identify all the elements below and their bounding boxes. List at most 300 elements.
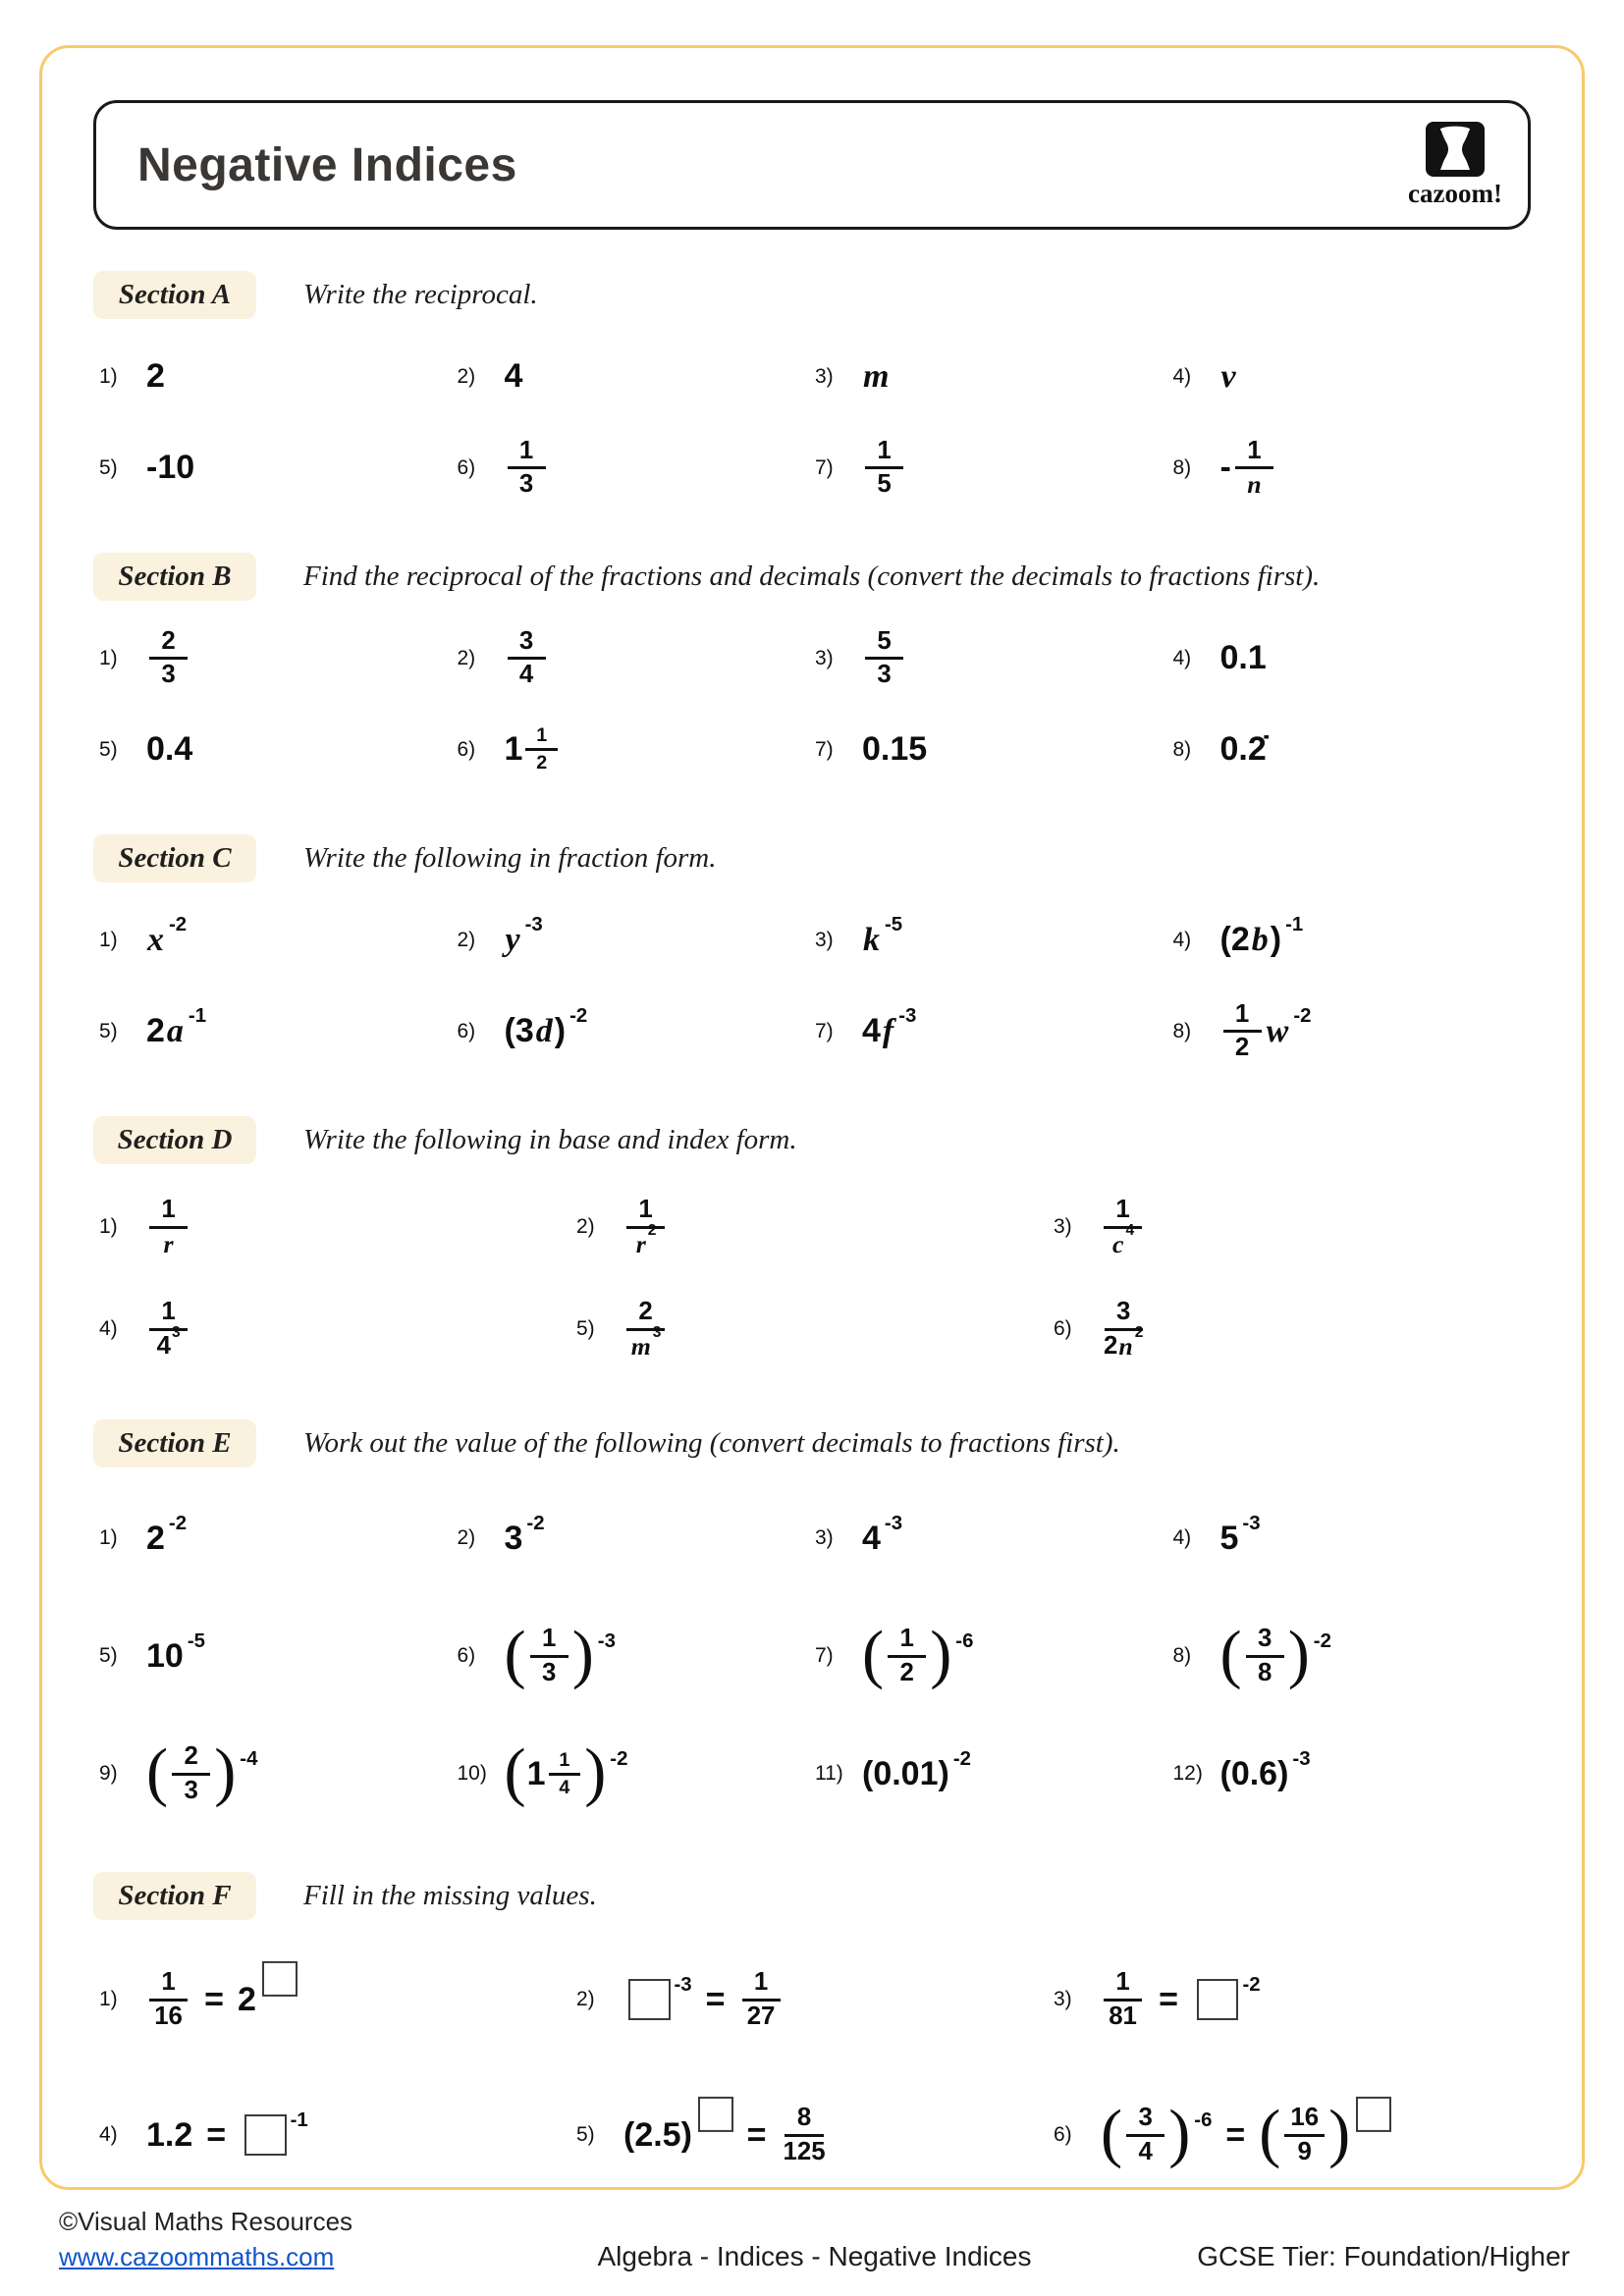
math-text: 3 <box>1138 2104 1153 2132</box>
math-variable: v <box>1220 357 1236 395</box>
question-number: 6) <box>457 455 476 479</box>
math-text: 5 <box>1219 1519 1239 1557</box>
section-E <box>93 1419 1531 1833</box>
question-expression <box>505 628 549 688</box>
page-footer <box>59 2207 1570 2272</box>
question-expression <box>146 1736 258 1809</box>
question-F5 <box>576 2067 1054 2203</box>
math-numerator <box>1223 1001 1262 1033</box>
math-text: (0.01) <box>862 1754 949 1792</box>
math-denominator <box>783 2137 825 2165</box>
question-B1 <box>99 613 458 704</box>
section-instruction: Find the reciprocal of the fractions and decimals (convert the decimals to fractions first). <box>303 561 1321 592</box>
question-expression <box>623 1969 784 2029</box>
math-denominator <box>877 469 891 498</box>
question-expression <box>862 1005 917 1050</box>
question-expression <box>504 1512 545 1558</box>
section-D <box>93 1116 1531 1380</box>
question-B4 <box>1173 613 1532 704</box>
math-denominator <box>163 1229 175 1257</box>
math-exponent: -2 <box>526 1512 545 1534</box>
math-exponent: -3 <box>1292 1747 1311 1770</box>
question-expression <box>146 628 190 688</box>
question-expression <box>862 438 906 498</box>
math-fraction <box>626 1299 665 1359</box>
question-expression <box>1220 730 1267 769</box>
question-F4 <box>99 2067 576 2203</box>
question-A5 <box>99 422 458 513</box>
math-text: 1 <box>1247 436 1262 464</box>
question-number: 3) <box>1054 1215 1072 1238</box>
question-E3 <box>815 1479 1173 1597</box>
math-text: 8 <box>1257 1658 1272 1686</box>
math-fraction <box>1104 1197 1142 1256</box>
question-B6 <box>458 704 816 795</box>
math-denominator <box>1258 1658 1272 1686</box>
math-exponent: -2 <box>1313 1629 1331 1652</box>
question-number: 2) <box>457 646 476 669</box>
math-fraction <box>549 1750 581 1797</box>
copyright-text: ©Visual Maths Resources <box>59 2207 353 2236</box>
math-equals: = <box>705 1980 726 2018</box>
question-number: 9) <box>99 1762 118 1785</box>
math-variable: f <box>882 1012 894 1049</box>
math-text: 3 <box>1116 1298 1131 1326</box>
question-expression <box>1219 1619 1331 1691</box>
math-mixed-number <box>527 1750 584 1797</box>
math-text: 3 <box>518 470 534 498</box>
math-text: 4 <box>862 1012 881 1049</box>
math-text: 0.2̇ <box>1219 730 1267 768</box>
math-numerator <box>1246 1626 1284 1657</box>
math-exponent: -3 <box>1242 1512 1261 1534</box>
question-number: 3) <box>1054 1988 1072 2010</box>
math-denominator <box>877 660 891 688</box>
question-expression <box>146 1005 207 1050</box>
worksheet-content <box>39 45 1585 2242</box>
section-D-header <box>93 1116 1531 1164</box>
math-paren-open-icon: ( <box>504 1736 526 1809</box>
math-whole-number: 1 <box>504 730 523 768</box>
question-E12 <box>1173 1715 1532 1833</box>
math-text: 9 <box>1297 2137 1312 2165</box>
math-fraction <box>172 1743 210 1803</box>
question-expression <box>1220 1001 1312 1061</box>
math-paren-open-icon: ( <box>1101 2098 1123 2170</box>
question-expression <box>146 357 165 396</box>
question-E8 <box>1173 1597 1532 1715</box>
question-B8 <box>1173 704 1532 795</box>
math-exponent: 2 <box>1134 1323 1144 1341</box>
question-D4 <box>99 1278 576 1380</box>
math-paren-open-icon: ( <box>146 1736 169 1809</box>
math-text: 0.1 <box>1219 639 1267 676</box>
question-number: 1) <box>99 364 118 388</box>
math-fraction <box>508 628 546 688</box>
section-C-header <box>93 834 1531 882</box>
math-text: 3 <box>161 661 176 688</box>
question-expression <box>146 449 194 487</box>
math-denominator <box>747 2002 776 2030</box>
question-number: 2) <box>457 364 476 388</box>
section-heading-badge: Section C <box>93 834 256 882</box>
question-B7 <box>815 704 1173 795</box>
question-number: 12) <box>1172 1762 1203 1785</box>
question-A3 <box>815 331 1173 422</box>
math-denominator <box>1246 469 1262 498</box>
math-text: 2 <box>1234 1034 1250 1061</box>
question-number: 5) <box>99 455 118 479</box>
math-numerator <box>1284 2105 1325 2136</box>
question-expression <box>146 730 192 769</box>
math-denominator <box>184 1776 197 1804</box>
math-text: 2 <box>237 1980 256 2018</box>
question-expression <box>862 730 927 769</box>
section-heading-badge: Section A <box>93 271 256 319</box>
math-paren-close-icon: ) <box>1287 1619 1310 1691</box>
question-number: 1) <box>99 1988 118 2010</box>
math-text: 2 <box>146 1012 165 1049</box>
question-number: 7) <box>815 737 834 761</box>
question-number: 7) <box>815 455 834 479</box>
math-exponent: -4 <box>240 1747 258 1770</box>
question-expression <box>1220 639 1267 677</box>
section-B-header <box>93 553 1531 601</box>
math-exponent: -2 <box>1293 1005 1312 1028</box>
math-numerator <box>149 628 188 660</box>
question-number: 10) <box>457 1762 487 1785</box>
question-C3 <box>815 894 1173 986</box>
question-expression <box>1219 1747 1311 1793</box>
question-A2 <box>458 331 816 422</box>
math-text: 3 <box>541 1658 557 1686</box>
math-numerator <box>149 1299 188 1330</box>
math-exponent: -6 <box>955 1629 974 1652</box>
math-fraction <box>1104 1969 1142 2029</box>
question-expression <box>146 1969 298 2029</box>
math-text: 1 <box>518 436 534 464</box>
math-paren-close-icon: ) <box>1328 2098 1351 2170</box>
question-E4 <box>1173 1479 1532 1597</box>
question-number: 5) <box>99 1019 118 1042</box>
math-paren-close-icon: ) <box>214 1736 237 1809</box>
answer-box <box>244 2114 287 2157</box>
question-expression <box>862 1619 974 1691</box>
section-instruction: Write the reciprocal. <box>303 279 538 310</box>
math-exponent: -5 <box>885 914 903 936</box>
math-text: 1 <box>638 1196 653 1224</box>
math-text: 4 <box>1138 2137 1153 2165</box>
worksheet-header <box>93 100 1531 230</box>
math-exponent: -1 <box>290 2109 308 2131</box>
math-text: 4 <box>504 357 523 395</box>
section-heading-badge: Section E <box>93 1419 256 1468</box>
math-paren-open-icon: ( <box>1259 2098 1281 2170</box>
math-text: 5 <box>877 470 892 498</box>
question-expression <box>862 1747 971 1793</box>
math-numerator <box>508 628 546 660</box>
question-A8 <box>1173 422 1532 513</box>
section-C <box>93 834 1531 1077</box>
section-F-header <box>93 1872 1531 1920</box>
question-expression <box>1219 914 1304 959</box>
math-text: 4 <box>518 661 534 688</box>
math-variable: r <box>163 1229 174 1258</box>
math-text: 1 <box>1115 1196 1130 1224</box>
math-fraction <box>530 1626 568 1685</box>
question-expression <box>504 1005 588 1050</box>
question-A4 <box>1173 331 1532 422</box>
question-D3 <box>1054 1176 1531 1278</box>
math-numerator <box>1126 2105 1164 2136</box>
question-number: 6) <box>457 737 476 761</box>
question-expression <box>862 358 890 396</box>
sections-container <box>93 271 1531 2203</box>
math-equals: = <box>204 1980 224 2018</box>
question-number: 4) <box>1172 1526 1192 1549</box>
math-denominator <box>156 1323 181 1360</box>
math-text: 3 <box>184 1776 198 1804</box>
question-C4 <box>1173 894 1532 986</box>
question-expression <box>862 628 906 688</box>
question-B3 <box>815 613 1173 704</box>
math-variable: m <box>630 1331 651 1361</box>
math-denominator <box>519 469 533 498</box>
math-equals: = <box>746 2115 767 2154</box>
footer-tier-text: GCSE Tier: Foundation/Higher <box>1197 2241 1570 2271</box>
question-number: 2) <box>457 1526 476 1549</box>
math-exponent: -3 <box>884 1512 903 1534</box>
math-equals: = <box>206 2115 227 2154</box>
answer-box <box>628 1979 671 2021</box>
math-text: 125 <box>783 2137 826 2165</box>
math-fraction <box>1104 1299 1143 1359</box>
math-exponent: -2 <box>610 1747 628 1770</box>
math-equals: = <box>1225 2115 1246 2154</box>
math-numerator <box>172 1743 210 1775</box>
question-expression <box>1101 2098 1391 2170</box>
section-D-questions <box>99 1176 1531 1380</box>
question-C6 <box>458 986 816 1077</box>
math-mixed-number <box>505 725 562 773</box>
math-numerator <box>549 1750 581 1776</box>
math-text: 4 <box>156 1331 171 1360</box>
section-F <box>93 1872 1531 2203</box>
question-expression <box>862 1512 903 1558</box>
question-expression <box>146 1512 188 1558</box>
math-text: (2 <box>1219 921 1250 958</box>
math-text: (2.5) <box>623 2115 692 2154</box>
math-text: 2 <box>161 626 176 655</box>
question-number: 1) <box>99 928 118 951</box>
question-expression <box>862 914 903 959</box>
question-number: 8) <box>1172 455 1192 479</box>
math-fraction <box>149 628 188 688</box>
math-exponent: -3 <box>597 1629 616 1652</box>
math-paren-close-icon: ) <box>571 1619 594 1691</box>
math-exponent: 4 <box>1125 1221 1135 1239</box>
math-text: 16 <box>1290 2104 1320 2132</box>
question-number: 6) <box>1054 2123 1072 2146</box>
cazoom-logo-icon <box>1425 121 1486 178</box>
math-text: (3 <box>504 1012 534 1049</box>
math-text: 1 <box>536 724 548 747</box>
math-denominator <box>1109 2002 1137 2030</box>
question-number: 11) <box>815 1762 843 1785</box>
math-text: 10 <box>146 1636 184 1675</box>
section-A <box>93 271 1531 513</box>
math-denominator <box>1138 2137 1152 2165</box>
question-expression <box>505 914 543 959</box>
section-A-header <box>93 271 1531 319</box>
math-text: 1 <box>161 1968 176 1997</box>
cazoom-logo <box>1408 121 1502 209</box>
question-expression <box>146 1629 205 1676</box>
math-variable: n <box>1118 1331 1133 1361</box>
math-text: 27 <box>746 2002 776 2030</box>
math-fraction <box>783 2105 825 2164</box>
question-E2 <box>458 1479 816 1597</box>
math-numerator <box>1104 1969 1142 2001</box>
math-denominator <box>899 1658 913 1686</box>
math-equals: = <box>1159 1980 1178 2018</box>
section-F-questions <box>99 1932 1531 2203</box>
question-number: 4) <box>99 2123 118 2146</box>
answer-box <box>698 2097 733 2132</box>
math-text: 2 <box>184 1742 198 1771</box>
question-E5 <box>99 1597 458 1715</box>
answer-box <box>1197 1979 1239 2021</box>
math-exponent: -3 <box>898 1005 917 1028</box>
answer-box <box>1356 2097 1391 2132</box>
math-denominator <box>1235 1033 1249 1061</box>
question-number: 5) <box>99 737 118 761</box>
math-text: 1 <box>541 1625 557 1653</box>
question-expression <box>146 914 188 959</box>
question-number: 7) <box>815 1019 834 1042</box>
section-instruction: Write the following in fraction form. <box>303 842 717 874</box>
math-text: 1 <box>877 436 892 464</box>
math-numerator <box>508 438 546 469</box>
math-text: 2 <box>146 1519 165 1557</box>
math-variable: n <box>1247 470 1262 499</box>
question-number: 7) <box>815 1644 834 1667</box>
math-denominator <box>635 1221 657 1258</box>
math-fraction <box>888 1626 926 1685</box>
question-C7 <box>815 986 1173 1077</box>
math-fraction <box>1246 1626 1284 1685</box>
math-numerator <box>865 438 903 469</box>
math-denominator <box>161 660 175 688</box>
question-C5 <box>99 986 458 1077</box>
section-E-header <box>93 1419 1531 1468</box>
question-number: 8) <box>1172 737 1192 761</box>
math-denominator <box>1111 1221 1135 1258</box>
question-D2 <box>576 1176 1054 1278</box>
math-text: 2 <box>146 357 165 395</box>
math-text: ) <box>554 1012 567 1049</box>
answer-box <box>262 1961 298 1997</box>
cazoom-website-link[interactable]: www.cazoommaths.com <box>59 2242 335 2271</box>
question-A6 <box>458 422 816 513</box>
math-exponent: -2 <box>168 1512 188 1534</box>
math-fraction <box>525 725 558 773</box>
question-expression <box>1101 1197 1145 1256</box>
section-instruction: Fill in the missing values. <box>303 1880 597 1911</box>
math-text: 81 <box>1109 2002 1137 2030</box>
question-number: 8) <box>1172 1019 1192 1042</box>
math-numerator <box>530 1626 568 1657</box>
question-number: 1) <box>99 1215 118 1238</box>
math-text: - <box>1219 449 1231 486</box>
section-heading-badge: Section B <box>93 553 256 601</box>
math-text: 0.15 <box>862 730 928 768</box>
math-fraction <box>1223 1001 1262 1061</box>
question-number: 4) <box>1172 928 1192 951</box>
math-text: 2 <box>536 752 548 774</box>
math-numerator <box>888 1626 926 1657</box>
math-numerator <box>865 628 903 660</box>
question-expression <box>1220 438 1276 498</box>
math-fraction <box>1126 2105 1164 2164</box>
question-D6 <box>1054 1278 1531 1380</box>
math-text: 3 <box>518 626 534 655</box>
math-text: 1 <box>1115 1968 1130 1997</box>
math-variable: c <box>1112 1229 1124 1258</box>
math-exponent: -1 <box>188 1005 207 1028</box>
footer-topic-text: Algebra - Indices - Negative Indices <box>597 2241 1032 2271</box>
question-number: 2) <box>457 928 476 951</box>
question-expression <box>146 2109 308 2157</box>
question-E7 <box>815 1597 1173 1715</box>
math-fraction <box>508 438 546 498</box>
question-F6 <box>1054 2067 1531 2203</box>
math-variable: x <box>147 921 164 958</box>
question-expression <box>505 357 523 396</box>
math-whole-number: 1 <box>526 1754 546 1792</box>
math-text: 1 <box>161 1196 176 1224</box>
math-text: 3 <box>877 661 892 688</box>
question-expression <box>1101 1299 1146 1359</box>
section-A-questions <box>99 331 1531 513</box>
section-C-questions <box>99 894 1531 1077</box>
section-instruction: Write the following in base and index form. <box>303 1124 797 1155</box>
math-fraction <box>1284 2105 1325 2164</box>
question-expression <box>623 2105 829 2164</box>
math-exponent: -2 <box>1242 1973 1261 1996</box>
math-text: 1 <box>161 1298 176 1326</box>
question-E1 <box>99 1479 458 1597</box>
question-E9 <box>99 1715 458 1833</box>
math-fraction <box>1235 438 1273 498</box>
question-expression <box>505 725 562 773</box>
math-numerator <box>626 1197 665 1228</box>
section-B <box>93 553 1531 795</box>
math-denominator <box>536 751 547 774</box>
math-exponent: -2 <box>952 1747 971 1770</box>
question-E11 <box>815 1715 1173 1833</box>
math-exponent: 3 <box>171 1323 181 1341</box>
math-variable: a <box>166 1012 184 1049</box>
question-expression <box>1219 1512 1261 1558</box>
math-text: 1 <box>899 1625 914 1653</box>
math-exponent: -5 <box>187 1629 205 1652</box>
question-C1 <box>99 894 458 986</box>
math-paren-open-icon: ( <box>504 1619 526 1691</box>
question-number: 6) <box>457 1644 476 1667</box>
question-expression <box>1220 358 1237 396</box>
math-variable: m <box>863 357 890 395</box>
